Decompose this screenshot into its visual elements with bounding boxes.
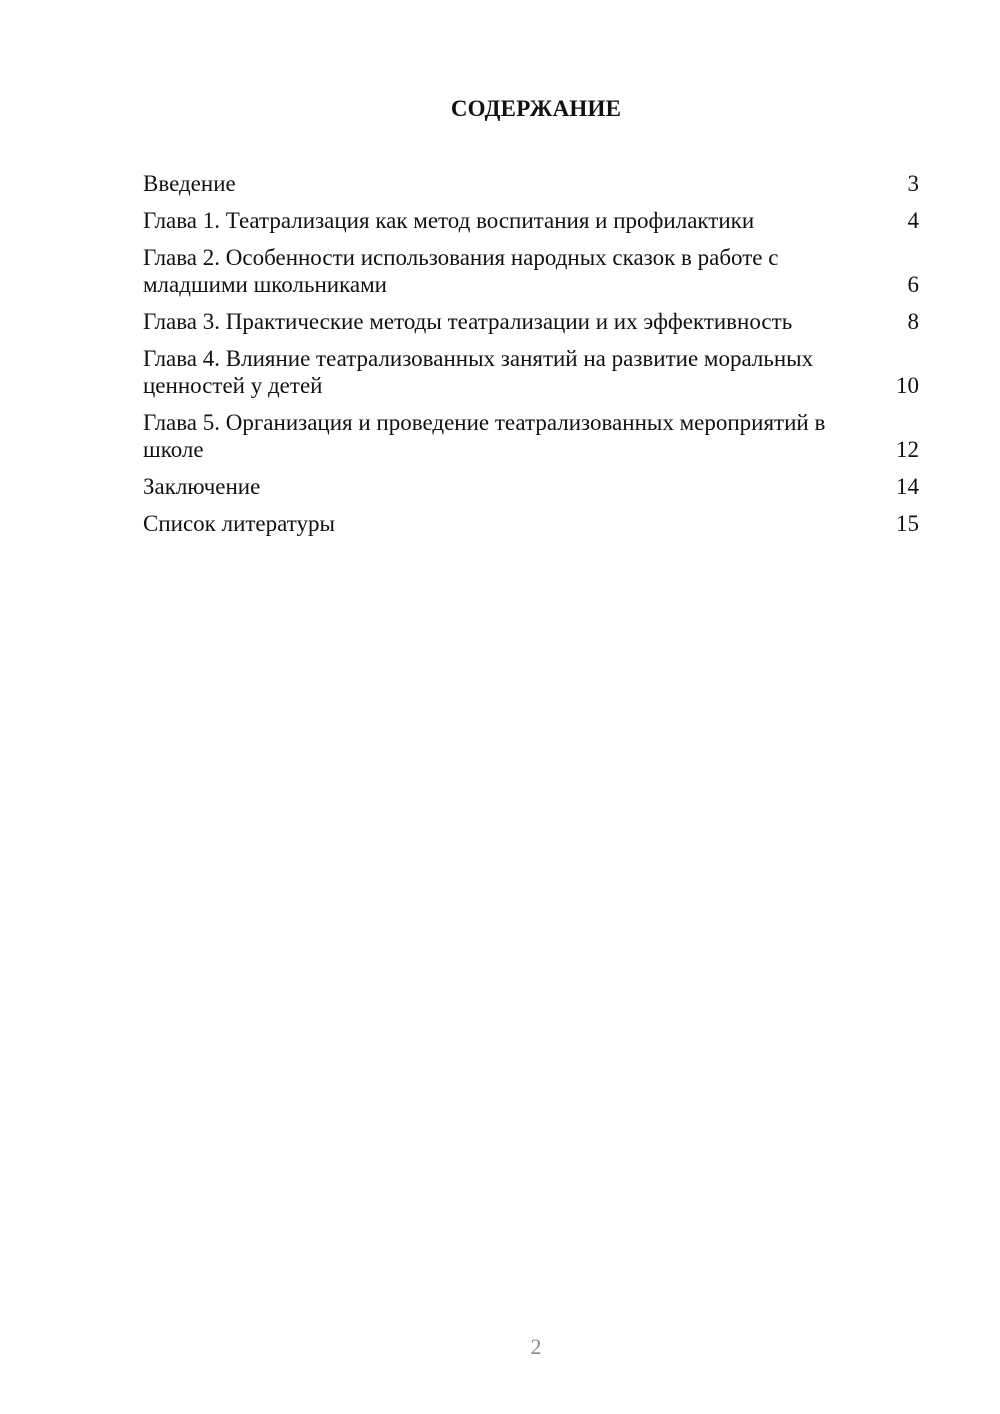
toc-entry-page: 8 [907,309,919,334]
toc-entry-text: Список литературы [143,511,335,536]
page-number: 2 [530,1334,542,1359]
toc-entry-introduction [143,170,919,197]
toc-entry-chapter-2 [143,244,919,298]
toc-entry-text: Глава 1. Театрализация как метод воспитания и профилактики [143,208,755,233]
page-title: СОДЕРЖАНИЕ [450,96,622,121]
toc-entry-text: Глава 3. Практические методы театрализации и их эффективность [143,309,793,334]
toc-entry-page: 4 [907,208,919,233]
toc-entry-chapter-4 [143,345,919,399]
toc-entry-page: 3 [907,171,919,196]
toc-entry-page: 6 [907,272,919,297]
toc-entry-page: 14 [896,474,919,499]
toc-entry-chapter-3 [143,308,919,335]
toc-entry-references [143,510,919,537]
toc-entry-page: 15 [896,511,919,536]
toc-entry-text: Глава 5. Организация и проведение театрализованных мероприятий в школе [143,410,826,462]
toc-entry-text: Заключение [143,474,261,499]
toc-entry-text: Глава 2. Особенности использования народных сказок в работе с младшими школьниками [143,245,779,297]
table-of-contents [143,170,919,547]
toc-entry-conclusion [143,473,919,500]
toc-entry-chapter-5 [143,409,919,463]
toc-entry-page: 10 [896,373,919,398]
toc-entry-page: 12 [896,437,919,462]
toc-entry-text: Глава 4. Влияние театрализованных занятий на развитие моральных ценностей у детей [143,346,814,398]
toc-entry-chapter-1 [143,207,919,234]
toc-entry-text: Введение [143,171,236,196]
